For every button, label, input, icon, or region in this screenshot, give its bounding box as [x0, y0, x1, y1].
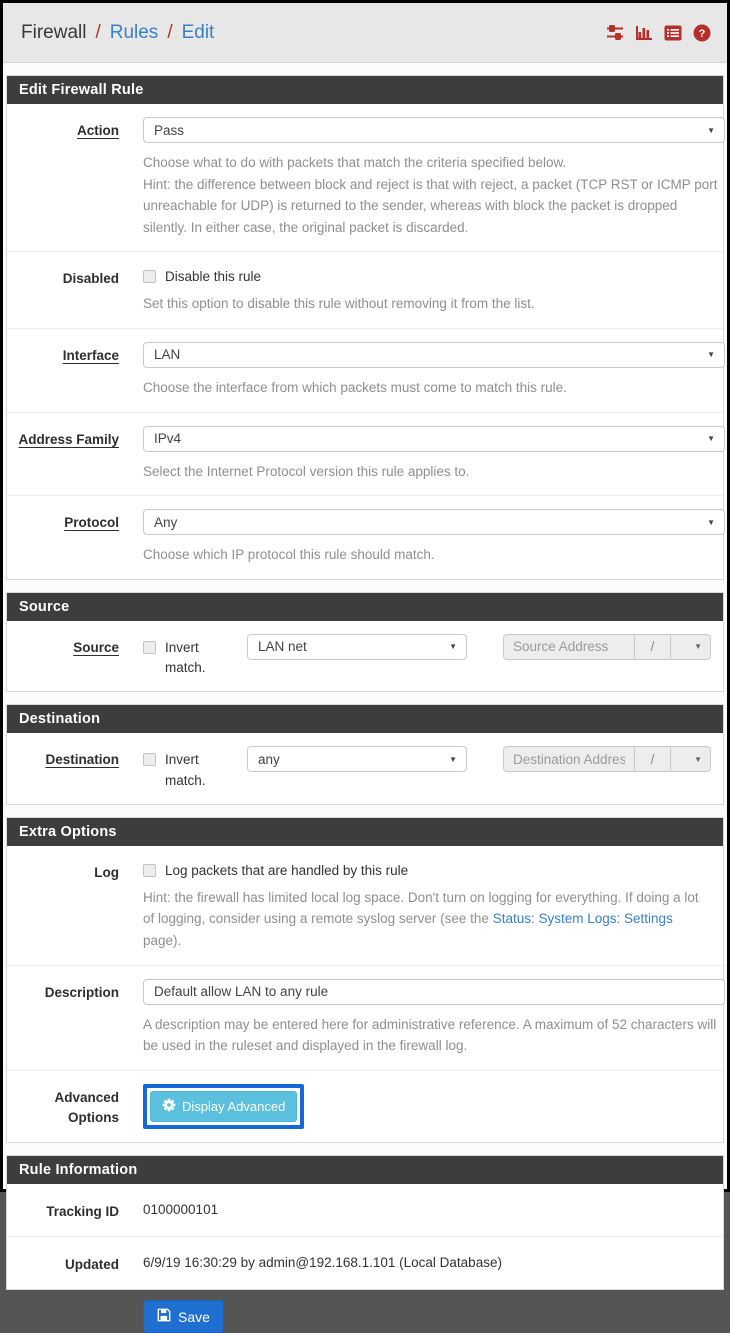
- address-family-select-value: IPv4: [154, 431, 182, 447]
- description-label: Description: [44, 984, 119, 1000]
- source-invert-checkbox[interactable]: [143, 641, 156, 654]
- system-logs-settings-link[interactable]: Status: System Logs: Settings: [492, 911, 673, 927]
- description-help: A description may be entered here for administrative reference. A maximum of 52 characters will be used in the ruleset and displayed in the firewall log.: [143, 1016, 717, 1054]
- breadcrumb-section: Firewall: [21, 21, 87, 43]
- address-family-select[interactable]: [143, 426, 725, 452]
- address-family-help: Select the Internet Protocol version this rule applies to.: [143, 463, 470, 479]
- panel-title: Destination: [7, 705, 723, 733]
- panel-edit-firewall-rule: [6, 75, 724, 580]
- breadcrumb-link-rules[interactable]: Rules: [109, 21, 159, 43]
- sliders-icon[interactable]: [606, 24, 624, 42]
- source-address-group: [503, 634, 711, 660]
- chevron-down-icon: ▼: [707, 434, 715, 444]
- address-family-label: Address Family: [18, 431, 119, 447]
- chevron-down-icon: ▼: [707, 125, 715, 135]
- log-checkbox[interactable]: [143, 864, 156, 877]
- disabled-help: Set this option to disable this rule without removing it from the list.: [143, 296, 535, 312]
- form-actions: [3, 1290, 727, 1333]
- panel-extra-options: [6, 817, 724, 1143]
- interface-row: [7, 328, 723, 412]
- chevron-down-icon: ▼: [694, 642, 702, 652]
- protocol-select-value: Any: [154, 514, 178, 530]
- disabled-label: Disabled: [62, 271, 119, 287]
- destination-type-select[interactable]: [247, 746, 467, 772]
- updated-row: [7, 1236, 723, 1289]
- destination-type-value: any: [258, 751, 280, 767]
- disabled-row: [7, 251, 723, 328]
- help-icon[interactable]: [693, 24, 711, 42]
- topbar-icons: [606, 24, 711, 42]
- protocol-label: Protocol: [64, 515, 119, 531]
- panel-title: Source: [7, 593, 723, 621]
- display-advanced-button[interactable]: [150, 1091, 297, 1122]
- source-invert-label: Invert match.: [165, 639, 206, 675]
- tracking-id-label: Tracking ID: [46, 1203, 119, 1219]
- breadcrumb-separator: /: [95, 21, 101, 43]
- address-family-row: [7, 412, 723, 496]
- disabled-checkbox[interactable]: [143, 270, 156, 283]
- gear-icon: [162, 1098, 176, 1115]
- updated-label: Updated: [65, 1256, 119, 1272]
- source-label: Source: [73, 639, 119, 655]
- destination-invert-checkbox[interactable]: [143, 753, 156, 766]
- log-row: [7, 846, 723, 965]
- destination-label: Destination: [45, 752, 119, 768]
- interface-label: Interface: [62, 347, 119, 363]
- log-icon[interactable]: [664, 25, 682, 41]
- source-mask-separator: /: [635, 634, 671, 660]
- protocol-row: [7, 495, 723, 579]
- save-disk-icon: [157, 1308, 171, 1325]
- panel-source: [6, 592, 724, 693]
- panel-title: Extra Options: [7, 818, 723, 846]
- log-help: Hint: the firewall has limited local log space. Don't turn on logging for everything. If doing a lot of logging, consider using a remote syslog server (see the Status: System Logs: Settings page).: [143, 889, 699, 948]
- disabled-checkbox-label: Disable this rule: [165, 269, 262, 285]
- chevron-down-icon: ▼: [694, 754, 702, 764]
- advanced-options-row: [7, 1070, 723, 1142]
- bar-chart-icon[interactable]: [635, 24, 653, 42]
- advanced-options-label: Advanced Options: [54, 1089, 119, 1125]
- source-mask-select[interactable]: [671, 634, 711, 660]
- source-type-value: LAN net: [258, 639, 307, 655]
- source-address-input[interactable]: [503, 634, 635, 660]
- protocol-help: Choose which IP protocol this rule should match.: [143, 547, 435, 563]
- chevron-down-icon: ▼: [707, 350, 715, 360]
- interface-help: Choose the interface from which packets must come to match this rule.: [143, 379, 567, 395]
- save-button-label: Save: [178, 1308, 210, 1325]
- breadcrumb-link-edit[interactable]: Edit: [181, 21, 215, 43]
- action-help: Choose what to do with packets that match the criteria specified below. Hint: the difference between block and reject is that with reject, a packet (TCP RST or ICMP port unreachable for UDP) is returned to the sender, whereas with block the packet is dropped silently. In either case, the original packet is discarded.: [143, 155, 718, 235]
- chevron-down-icon: ▼: [707, 517, 715, 527]
- action-label: Action: [77, 123, 119, 138]
- action-select[interactable]: [143, 117, 725, 143]
- destination-invert-label: Invert match.: [165, 752, 206, 788]
- panel-title: Rule Information: [7, 1156, 723, 1184]
- save-button[interactable]: [143, 1300, 224, 1333]
- tracking-id-value: 0100000101: [143, 1201, 219, 1217]
- log-checkbox-label: Log packets that are handled by this rule: [165, 862, 409, 878]
- destination-address-group: [503, 746, 711, 772]
- action-select-value: Pass: [154, 122, 185, 138]
- source-type-select[interactable]: [247, 634, 467, 660]
- destination-mask-separator: /: [635, 746, 671, 772]
- topbar: [3, 3, 727, 63]
- protocol-select[interactable]: [143, 509, 725, 535]
- log-label: Log: [94, 864, 119, 880]
- breadcrumb: [21, 22, 214, 44]
- destination-row: [7, 733, 723, 804]
- panel-destination: [6, 704, 724, 805]
- destination-address-input[interactable]: [503, 746, 635, 772]
- updated-value: 6/9/19 16:30:29 by admin@192.168.1.101 (Local Database): [143, 1254, 502, 1270]
- description-row: [7, 965, 723, 1070]
- interface-select-value: LAN: [154, 347, 181, 363]
- breadcrumb-separator: /: [167, 21, 173, 43]
- destination-mask-select[interactable]: [671, 746, 711, 772]
- annotation-highlight-box: [143, 1084, 304, 1129]
- description-input[interactable]: [143, 979, 725, 1005]
- interface-select[interactable]: [143, 342, 725, 368]
- source-row: [7, 621, 723, 692]
- chevron-down-icon: ▼: [449, 642, 457, 652]
- svg-text:?: ?: [698, 27, 706, 40]
- panel-title: Edit Firewall Rule: [7, 76, 723, 104]
- display-advanced-button-label: Display Advanced: [182, 1098, 286, 1114]
- action-row: [7, 104, 723, 251]
- panel-rule-information: [6, 1155, 724, 1291]
- chevron-down-icon: ▼: [449, 754, 457, 764]
- tracking-id-row: [7, 1184, 723, 1236]
